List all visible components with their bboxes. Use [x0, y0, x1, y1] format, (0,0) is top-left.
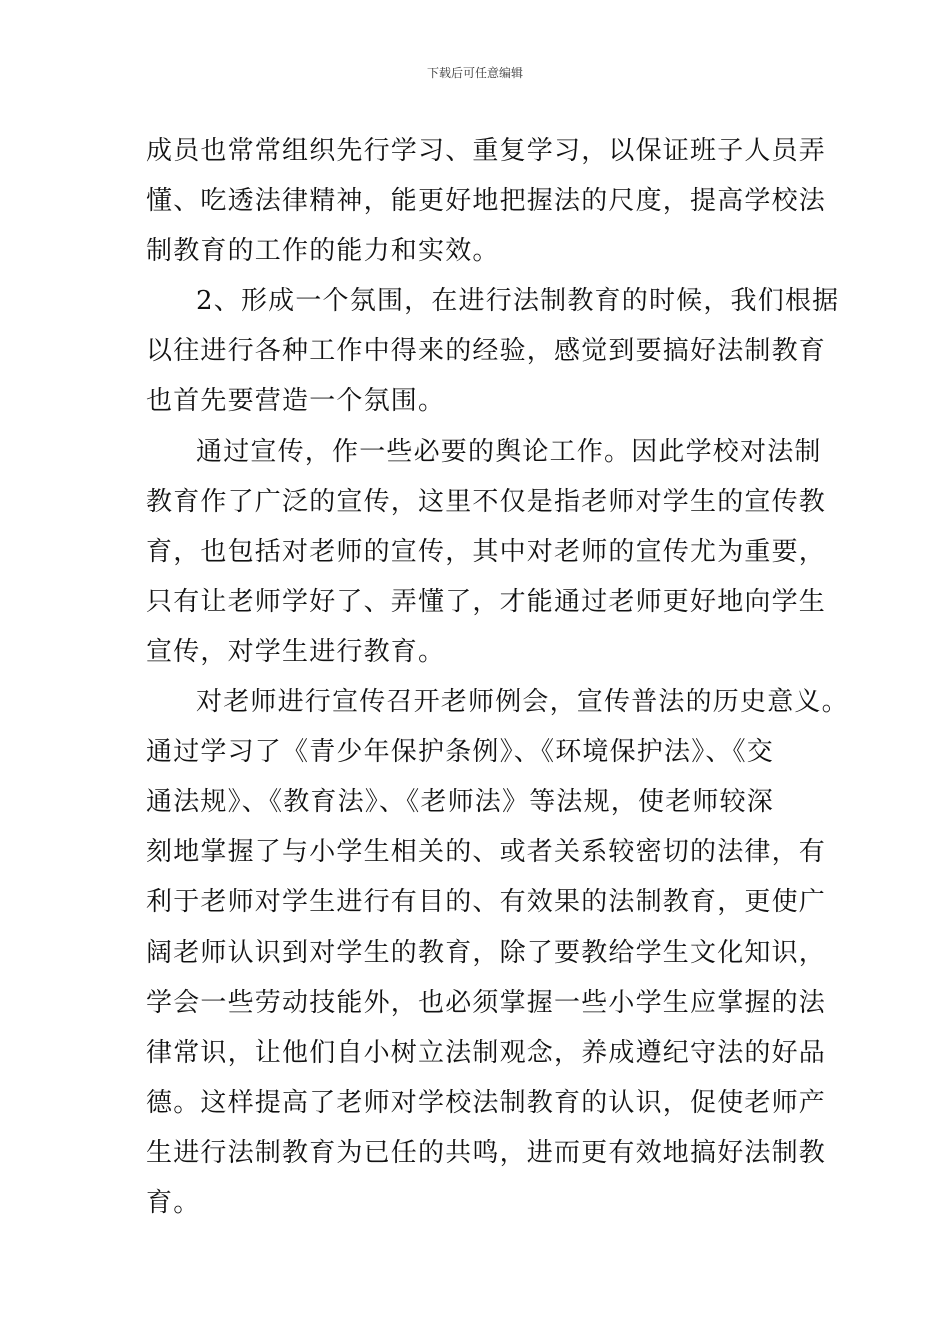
text-line: 德。这样提高了老师对学校法制教育的认识，促使老师产 — [146, 1087, 827, 1118]
text-line: 对老师进行宣传召开老师例会，宣传普法的历史意义。 — [196, 687, 849, 718]
text-line: 制教育的工作的能力和实效。 — [146, 236, 500, 267]
text-line: 通过学习了《青少年保护条例》、《环境保护法》、《交 — [146, 737, 775, 768]
text-line: 阔老师认识到对学生的教育，除了要教给学生文化知识， — [146, 937, 827, 968]
text-line: 2、形成一个氛围，在进行法制教育的时候，我们根据 — [196, 286, 840, 317]
text-line: 刻地掌握了与小学生相关的、或者关系较密切的法律，有 — [146, 837, 827, 868]
text-line: 学会一些劳动技能外，也必须掌握一些小学生应掌握的法 — [146, 987, 827, 1018]
page-header: 下载后可任意编辑 — [426, 66, 523, 80]
text-line: 也首先要营造一个氛围。 — [146, 386, 446, 417]
text-line: 通过宣传，作一些必要的舆论工作。因此学校对法制 — [196, 436, 822, 467]
text-line: 律常识，让他们自小树立法制观念，养成遵纪守法的好品 — [146, 1037, 827, 1068]
text-line: 教育作了广泛的宣传，这里不仅是指老师对学生的宣传教 — [146, 486, 827, 517]
text-line: 利于老师对学生进行有目的、有效果的法制教育，更使广 — [146, 887, 827, 918]
text-line: 生进行法制教育为已任的共鸣，进而更有效地搞好法制教 — [146, 1137, 827, 1168]
text-line: 懂、吃透法律精神，能更好地把握法的尺度，提高学校法 — [146, 186, 827, 217]
text-line: 通法规》、《教育法》、《老师法》等法规，使老师较深 — [146, 787, 775, 818]
text-line: 只有让老师学好了、弄懂了，才能通过老师更好地向学生 — [146, 586, 827, 617]
text-line: 育，也包括对老师的宣传，其中对老师的宣传尤为重要， — [146, 536, 827, 567]
text-line: 以往进行各种工作中得来的经验，感觉到要搞好法制教育 — [146, 336, 827, 367]
text-line: 育。 — [146, 1187, 201, 1218]
text-line: 宣传，对学生进行教育。 — [146, 636, 446, 667]
text-line: 成员也常常组织先行学习、重复学习，以保证班子人员弄 — [146, 136, 827, 166]
document-body — [146, 126, 849, 1228]
